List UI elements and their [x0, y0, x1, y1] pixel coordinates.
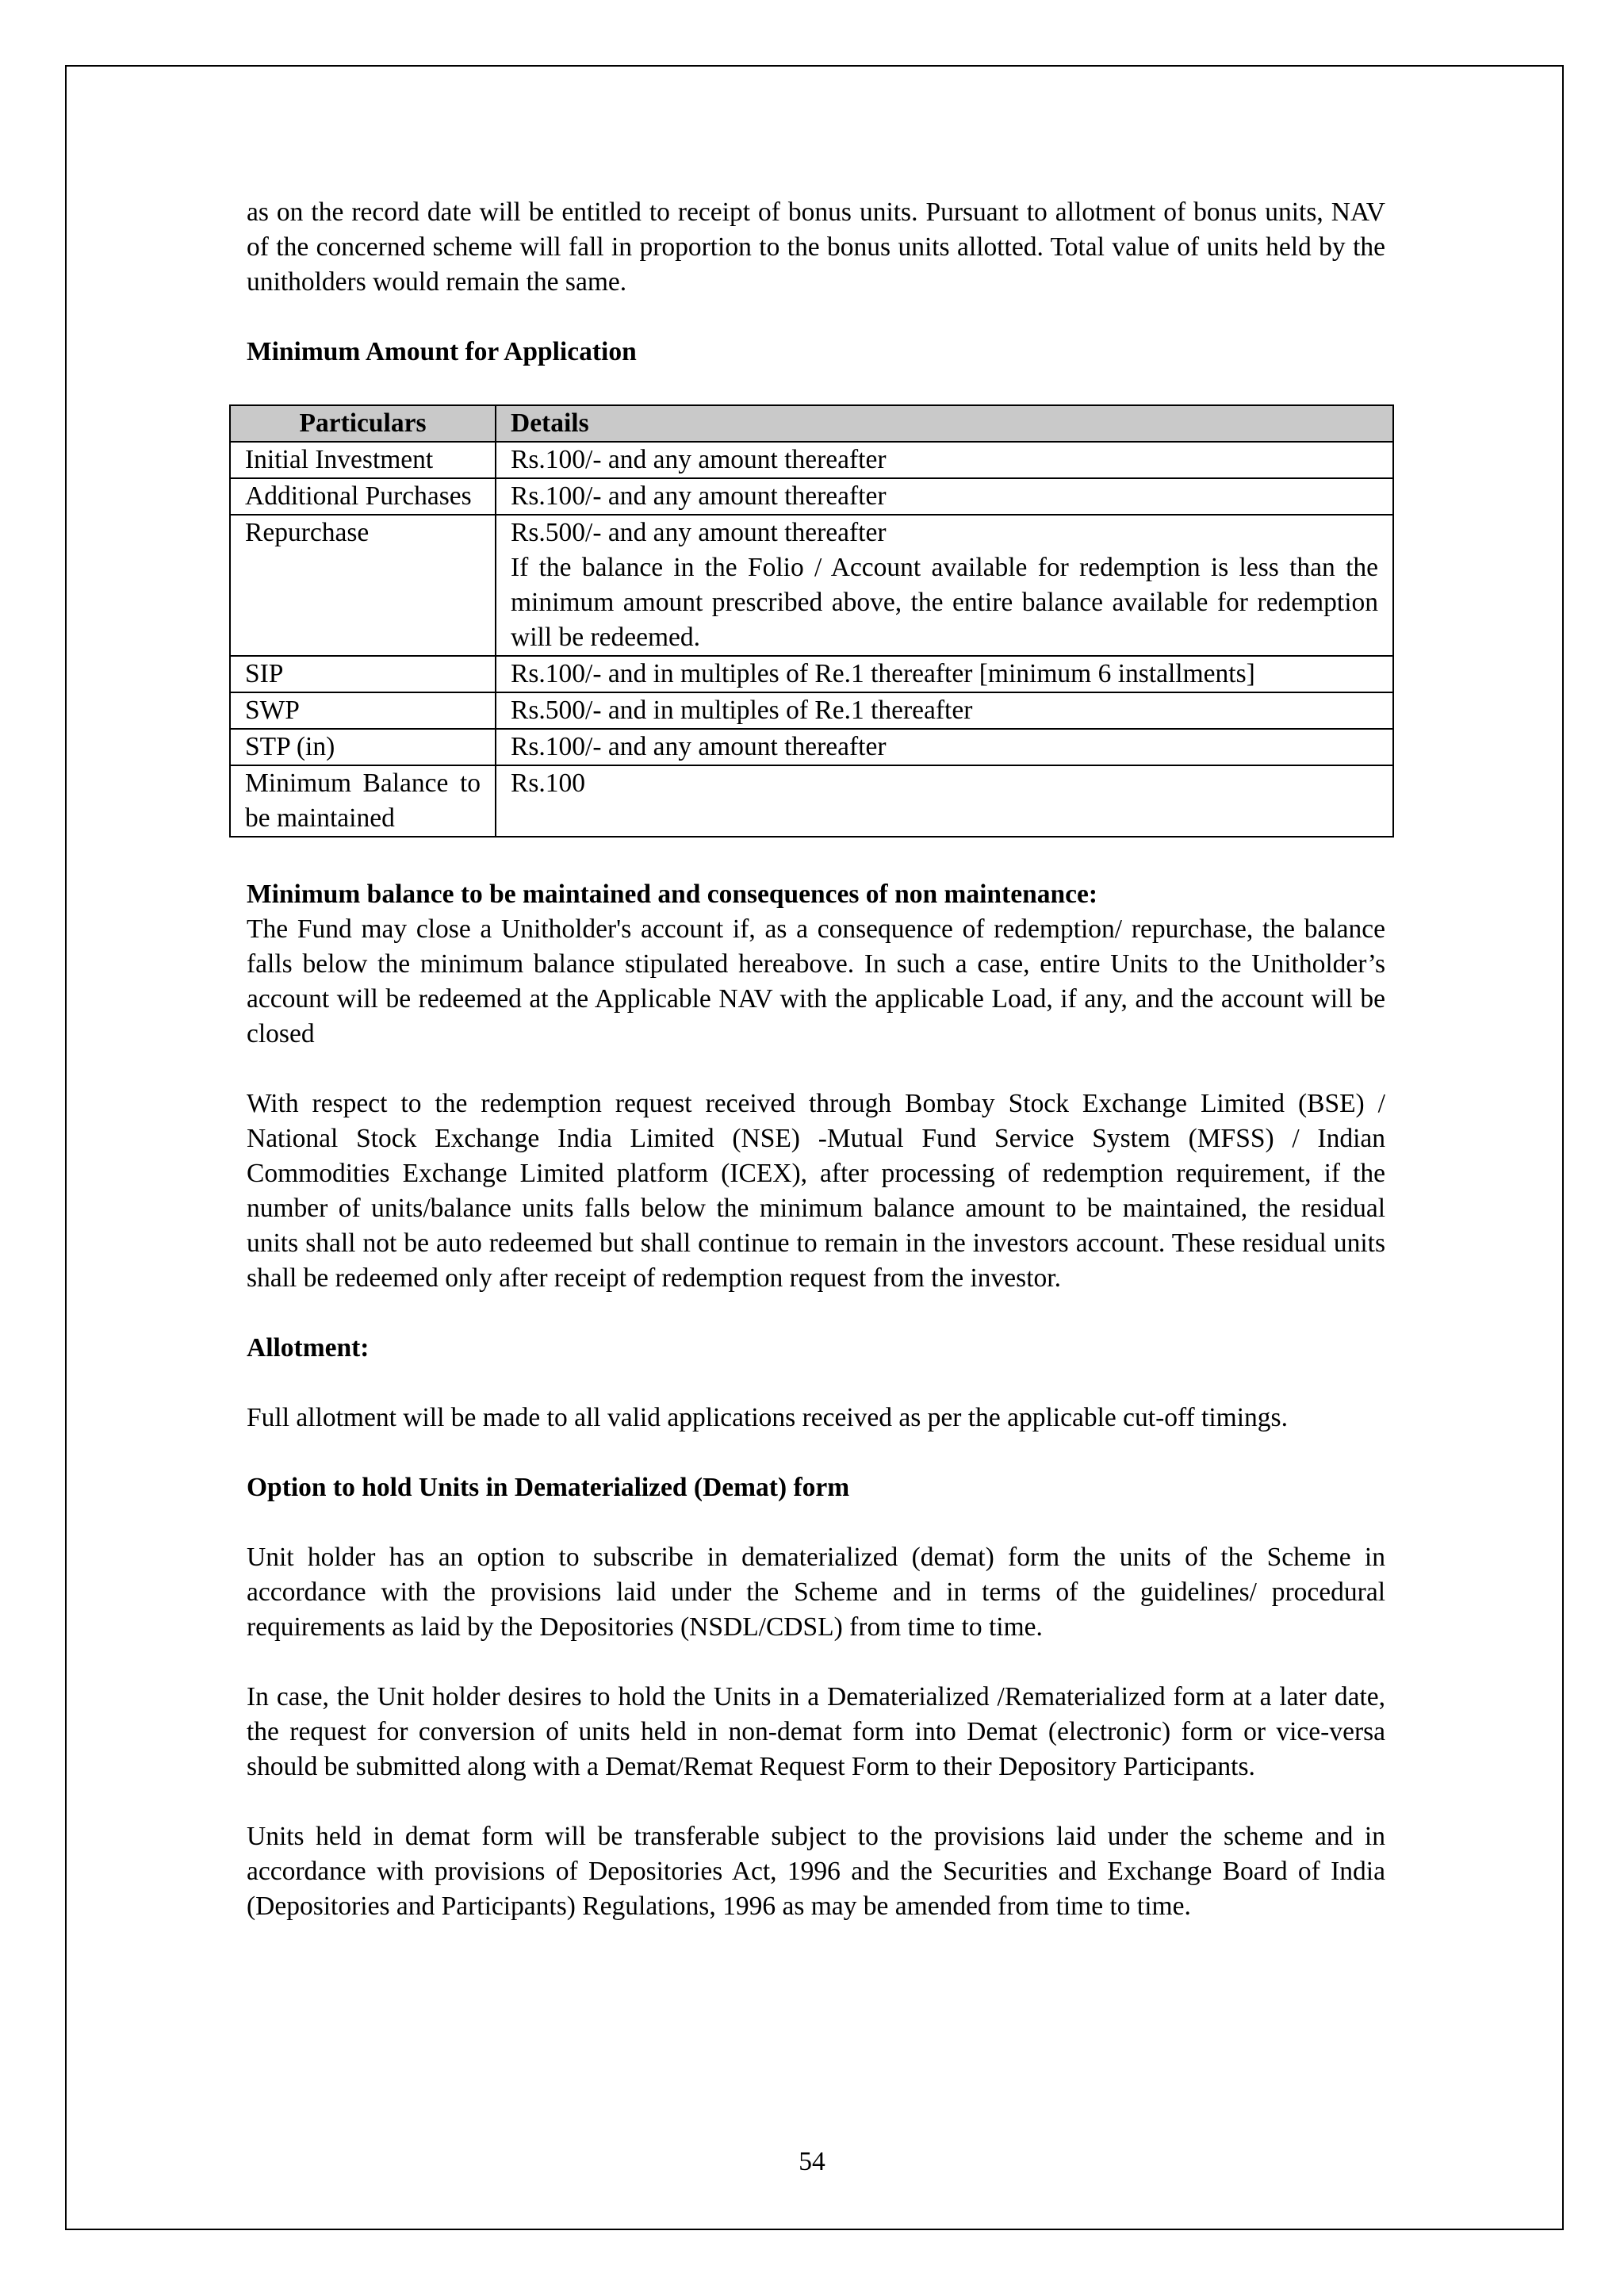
- min-amount-heading: Minimum Amount for Application: [247, 337, 637, 366]
- table-row: [230, 765, 1393, 837]
- row-details: [496, 442, 1393, 478]
- min-balance-paragraph: The Fund may close a Unitholder's account if, as a consequence of redemption/ repurchase, the balance falls below the minimum balance stipulated hereabove. In such a case, entire Units to the Unitholder’s account will be redeemed at the Applicable NAV with the applicable Load, if any, and the account will be closed: [247, 914, 1385, 1048]
- details-line: If the balance in the Folio / Account available for redemption is less than the minimum amount prescribed above, the entire balance available for redemption will be redeemed.: [511, 553, 1378, 652]
- row-details: [496, 692, 1393, 729]
- row-particular: Minimum Balance to be maintained: [230, 765, 496, 837]
- intro-paragraph: as on the record date will be entitled to receipt of bonus units. Pursuant to allotment of bonus units, NAV of the concerned scheme will fall in proportion to the bonus units allotted. Total value of units held by the unitholders would remain the same.: [247, 197, 1385, 297]
- details-line: Rs.100/- and in multiples of Re.1 thereafter [minimum 6 installments]: [511, 659, 1255, 688]
- min-amount-table: [229, 404, 1394, 838]
- table-row: [230, 729, 1393, 765]
- row-details: [496, 656, 1393, 692]
- row-details: [496, 729, 1393, 765]
- demat-paragraph-3: Units held in demat form will be transferable subject to the provisions laid under the scheme and in accordance with provisions of Depositories Act, 1996 and the Securities and Exchange Board of India (Depositories and Participants) Regulations, 1996 as may be amended from time to time.: [247, 1822, 1385, 1921]
- table-row: [230, 656, 1393, 692]
- table-row: [230, 515, 1393, 656]
- allotment-paragraph: Full allotment will be made to all valid applications received as per the applicable cut-off timings.: [247, 1403, 1288, 1432]
- details-line: Rs.100/- and any amount thereafter: [511, 732, 887, 761]
- demat-heading: Option to hold Units in Dematerialized (Demat) form: [247, 1473, 850, 1502]
- details-line: Rs.500/- and in multiples of Re.1 thereafter: [511, 696, 973, 725]
- table-header-row: [230, 405, 1393, 442]
- table-row: [230, 692, 1393, 729]
- table-row: [230, 442, 1393, 478]
- demat-paragraph-2: In case, the Unit holder desires to hold the Units in a Dematerialized /Rematerialized form at a later date, the request for conversion of units held in non-demat form into Demat (electronic) form or vice-versa should be submitted along with a Demat/Remat Request Form to their Depository Participants.: [247, 1682, 1385, 1781]
- page-number: 54: [799, 2147, 825, 2176]
- redemption-paragraph: With respect to the redemption request received through Bombay Stock Exchange Limited (BSE) / National Stock Exchange India Limited (NSE) -Mutual Fund Service System (MFSS) / Indian Commodities Exchange Limited platform (ICEX), after processing of redemption requirement, if the number of units/balance units falls below the minimum balance amount to be maintained, the residual units shall not be auto redeemed but shall continue to remain in the investors account. These residual units shall be redeemed only after receipt of redemption request from the investor.: [247, 1089, 1385, 1293]
- row-details: [496, 765, 1393, 837]
- row-particular: Initial Investment: [230, 442, 496, 478]
- header-particulars: Particulars: [230, 405, 496, 442]
- details-line: Rs.500/- and any amount thereafter: [511, 518, 887, 547]
- details-line: Rs.100: [511, 769, 586, 798]
- row-particular: Repurchase: [230, 515, 496, 656]
- details-line: Rs.100/- and any amount thereafter: [511, 481, 887, 511]
- document-body: [247, 195, 1385, 1924]
- row-details: [496, 478, 1393, 515]
- row-particular: STP (in): [230, 729, 496, 765]
- allotment-heading: Allotment:: [247, 1333, 370, 1363]
- row-particular: SIP: [230, 656, 496, 692]
- min-balance-heading: Minimum balance to be maintained and consequences of non maintenance:: [247, 880, 1097, 909]
- details-line: Rs.100/- and any amount thereafter: [511, 445, 887, 474]
- table-row: [230, 478, 1393, 515]
- demat-paragraph-1: Unit holder has an option to subscribe in dematerialized (demat) form the units of the Scheme in accordance with the provisions laid under the Scheme and in terms of the guidelines/ procedural requirements as laid by the Depositories (NSDL/CDSL) from time to time.: [247, 1543, 1385, 1642]
- header-details: Details: [496, 405, 1393, 442]
- row-particular: Additional Purchases: [230, 478, 496, 515]
- row-particular: SWP: [230, 692, 496, 729]
- row-details: [496, 515, 1393, 656]
